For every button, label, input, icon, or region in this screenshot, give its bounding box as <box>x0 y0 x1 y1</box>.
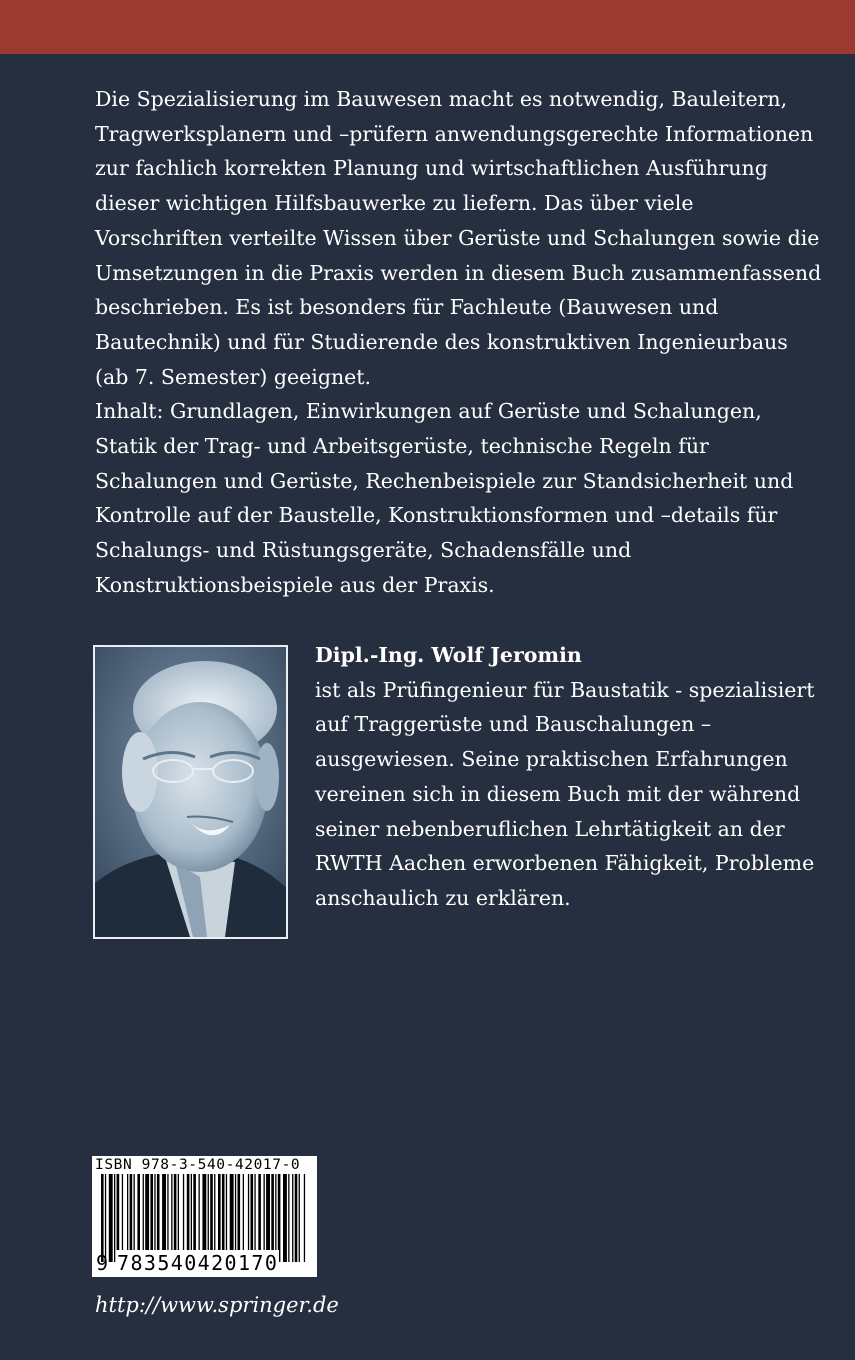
back-cover-blurb <box>95 82 825 603</box>
barcode-bar <box>251 1174 254 1262</box>
barcode-bar <box>271 1174 274 1262</box>
barcode-bar <box>258 1174 261 1262</box>
author-section <box>315 638 815 916</box>
isbn-digits-rest: 783540420170 <box>117 1251 279 1275</box>
barcode-bar <box>105 1174 106 1262</box>
barcode-bar <box>145 1174 149 1262</box>
barcode-bar <box>214 1174 215 1262</box>
barcode-bar <box>235 1174 236 1262</box>
barcode-bar <box>266 1174 270 1262</box>
barcode-bar <box>143 1174 144 1262</box>
barcode-bar <box>208 1174 209 1262</box>
barcode-bar <box>137 1174 140 1262</box>
barcode-bar <box>299 1174 300 1262</box>
barcode-bar <box>210 1174 213 1262</box>
barcode-bar <box>304 1174 305 1262</box>
barcode-bar <box>187 1174 190 1262</box>
barcode-bar <box>254 1174 255 1262</box>
barcode-bars <box>101 1174 309 1262</box>
barcode-bar <box>218 1174 221 1262</box>
barcode-bar <box>230 1174 234 1262</box>
isbn-digits <box>92 1250 317 1277</box>
barcode-bar <box>154 1174 155 1262</box>
barcode-bar <box>157 1174 160 1262</box>
top-color-band <box>0 0 855 54</box>
barcode-bar <box>278 1174 281 1262</box>
barcode-bar <box>191 1174 192 1262</box>
barcode-bar <box>193 1174 196 1262</box>
barcode-bar <box>101 1174 104 1262</box>
barcode-bar <box>117 1174 120 1262</box>
author-name: Dipl.-Ing. Wolf Jeromin <box>315 643 582 667</box>
barcode-bar <box>283 1174 287 1262</box>
barcode-bar <box>288 1174 289 1262</box>
barcode-bar <box>264 1174 265 1262</box>
barcode-bar <box>295 1174 298 1262</box>
barcode-bar <box>162 1174 166 1262</box>
author-portrait-image <box>95 647 286 937</box>
barcode-bar <box>226 1174 227 1262</box>
barcode-bar <box>238 1174 241 1262</box>
barcode-bar <box>183 1174 184 1262</box>
barcode-bar <box>275 1174 276 1262</box>
barcode-bar <box>248 1174 249 1262</box>
barcode-bar <box>122 1174 123 1262</box>
barcode-bar <box>167 1174 168 1262</box>
barcode-bar <box>109 1174 113 1262</box>
blurb-paragraph-description: Die Spezialisierung im Bauwesen macht es notwendig, Bauleitern, Tragwerksplanern und –prüfern anwendungsgerechte Informationen zur fachlich korrekten Planung und wirtschaftlichen Ausführung dieser wichtigen Hilfsbauwerke zu liefern. Das über viele Vorschriften verteilte Wissen über Gerüste und Schalungen sowie die Umsetzungen in die Praxis werden in diesem Buch zusammenfassend beschrieben. Es ist besonders für Fachleute (Bauwesen und Bautechnik) und für Studierende des konstruktiven Ingenieurbaus (ab 7. Semester) geeignet. <box>95 87 822 389</box>
barcode-bar <box>292 1174 293 1262</box>
barcode-bar <box>150 1174 153 1262</box>
barcode-bar <box>222 1174 225 1262</box>
barcode-bar <box>202 1174 206 1262</box>
blurb-paragraph-contents: Inhalt: Grundlagen, Einwirkungen auf Gerüste und Schalungen, Statik der Trag- und Arbeitsgerüste, technische Regeln für Schalungen und Gerüste, Rechenbeispiele zur Standsicherheit und Kontrolle auf der Baustelle, Konstruktionsformen und –details für Schalungs- und Rüstungsgeräte, Schadensfälle und Konstruktionsbeispiele aus der Praxis. <box>95 399 794 597</box>
barcode-bar <box>178 1174 179 1262</box>
barcode-bar <box>130 1174 133 1262</box>
author-bio: ist als Prüfingenieur für Baustatik - spezialisiert auf Traggerüste und Bauschalungen – ausgewiesen. Seine praktischen Erfahrungen vereinen sich in diesem Buch mit der während seiner nebenberuflichen Lehrtätigkeit an der RWTH Aachen erworbenen Fähigkeit, Probleme anschaulich zu erklären. <box>315 677 815 910</box>
isbn-barcode <box>92 1156 317 1277</box>
barcode-bar <box>199 1174 200 1262</box>
author-photo <box>93 645 288 939</box>
barcode-bar <box>127 1174 128 1262</box>
barcode-bar <box>174 1174 177 1262</box>
isbn-digit-first: 9 <box>96 1251 109 1275</box>
barcode-bar <box>243 1174 244 1262</box>
publisher-url[interactable]: http://www.springer.de <box>95 1293 339 1317</box>
barcode-bar <box>171 1174 172 1262</box>
barcode-bar <box>114 1174 115 1262</box>
isbn-label: ISBN 978-3-540-42017-0 <box>95 1157 301 1173</box>
barcode-bar <box>134 1174 135 1262</box>
